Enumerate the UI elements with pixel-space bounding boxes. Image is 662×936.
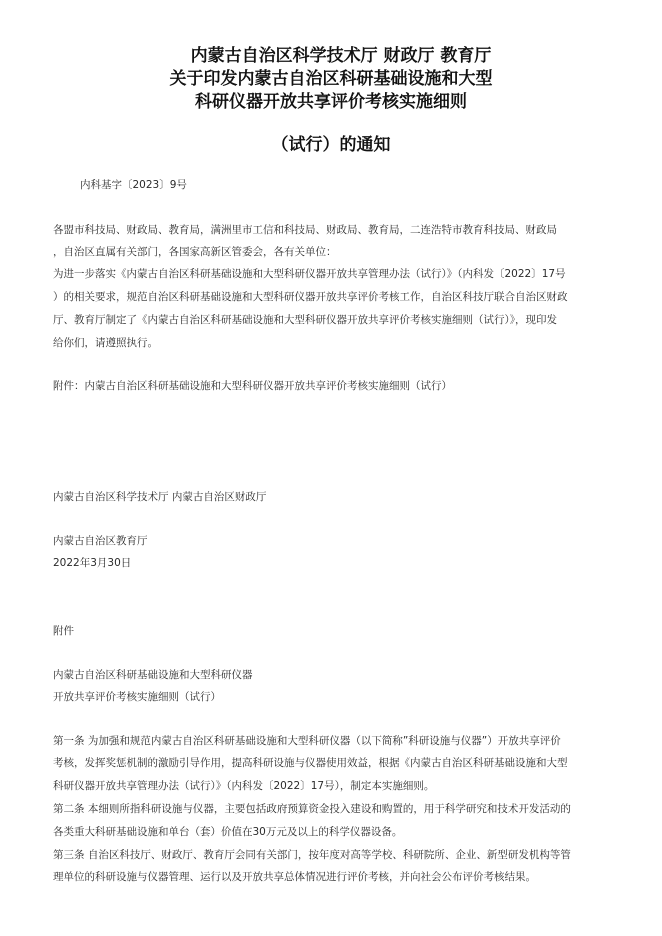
- signature-line-1: 内蒙古自治区科学技术厅 内蒙古自治区财政厅: [53, 491, 267, 503]
- article-1-line-3: 科研仪器开放共享管理办法（试行）》（内科发〔2022〕17号），制定本实施细则。: [53, 780, 435, 792]
- article-3-line-2: 理单位的科研设施与仪器管理、运行以及开放共享总体情况进行评价考核，并向社会公布评价考核结果。: [53, 871, 536, 883]
- recipients-line-2: ，自治区直属有关部门，各国家高新区管委会，各有关单位：: [53, 246, 337, 258]
- body-line-4: 给你们，请遵照执行。: [53, 337, 158, 349]
- body-line-1: 为进一步落实《内蒙古自治区科研基础设施和大型科研仪器开放共享管理办法（试行）》（内科发〔2022〕17号: [53, 268, 566, 280]
- signature-line-2: 内蒙古自治区教育厅: [53, 535, 148, 547]
- body-line-2: ）的相关要求，规范自治区科研基础设施和大型科研仪器开放共享评价考核工作，自治区科技厅联合自治区财政: [53, 291, 568, 303]
- article-2-line-2: 各类重大科研基础设施和单台（套）价值在30万元及以上的科学仪器设备。: [53, 826, 403, 838]
- article-3-line-1: 第三条 自治区科技厅、财政厅、教育厅会同有关部门，按年度对高等学校、科研院所、企业、新型研发机构等管: [53, 849, 571, 861]
- title-line-1: 内蒙古自治区科学技术厅 财政厅 教育厅: [190, 46, 492, 66]
- appendix-label: 附件: [53, 625, 74, 637]
- body-line-3: 厅、教育厅制定了《内蒙古自治区科研基础设施和大型科研仪器开放共享评价考核实施细则（试行）》，现印发: [53, 314, 557, 326]
- title-line-4: （试行）的通知: [271, 135, 391, 155]
- title-line-3: 科研仪器开放共享评价考核实施细则: [195, 92, 467, 112]
- attachment-note: 附件：内蒙古自治区科研基础设施和大型科研仪器开放共享评价考核实施细则（试行）: [53, 380, 452, 392]
- document-number: 内科基字〔2023〕9号: [80, 179, 187, 191]
- signature-date: 2022年3月30日: [53, 557, 132, 569]
- title-line-2: 关于印发内蒙古自治区科研基础设施和大型: [169, 69, 493, 89]
- appendix-title-line-1: 内蒙古自治区科研基础设施和大型科研仪器: [53, 669, 253, 681]
- recipients-line-1: 各盟市科技局、财政局、教育局，满洲里市工信和科技局、财政局、教育局，二连浩特市教育科技局、财政局: [53, 224, 557, 236]
- article-1-line-2: 考核，发挥奖惩机制的激励引导作用，提高科研设施与仪器使用效益，根据《内蒙古自治区科研基础设施和大型: [53, 757, 568, 769]
- article-1-line-1: 第一条 为加强和规范内蒙古自治区科研基础设施和大型科研仪器（以下简称”科研设施与仪器”）开放共享评价: [53, 735, 561, 747]
- article-2-line-1: 第二条 本细则所指科研设施与仪器，主要包括政府预算资金投入建设和购置的，用于科学研究和技术开发活动的: [53, 803, 571, 815]
- appendix-title-line-2: 开放共享评价考核实施细则（试行）: [53, 691, 221, 703]
